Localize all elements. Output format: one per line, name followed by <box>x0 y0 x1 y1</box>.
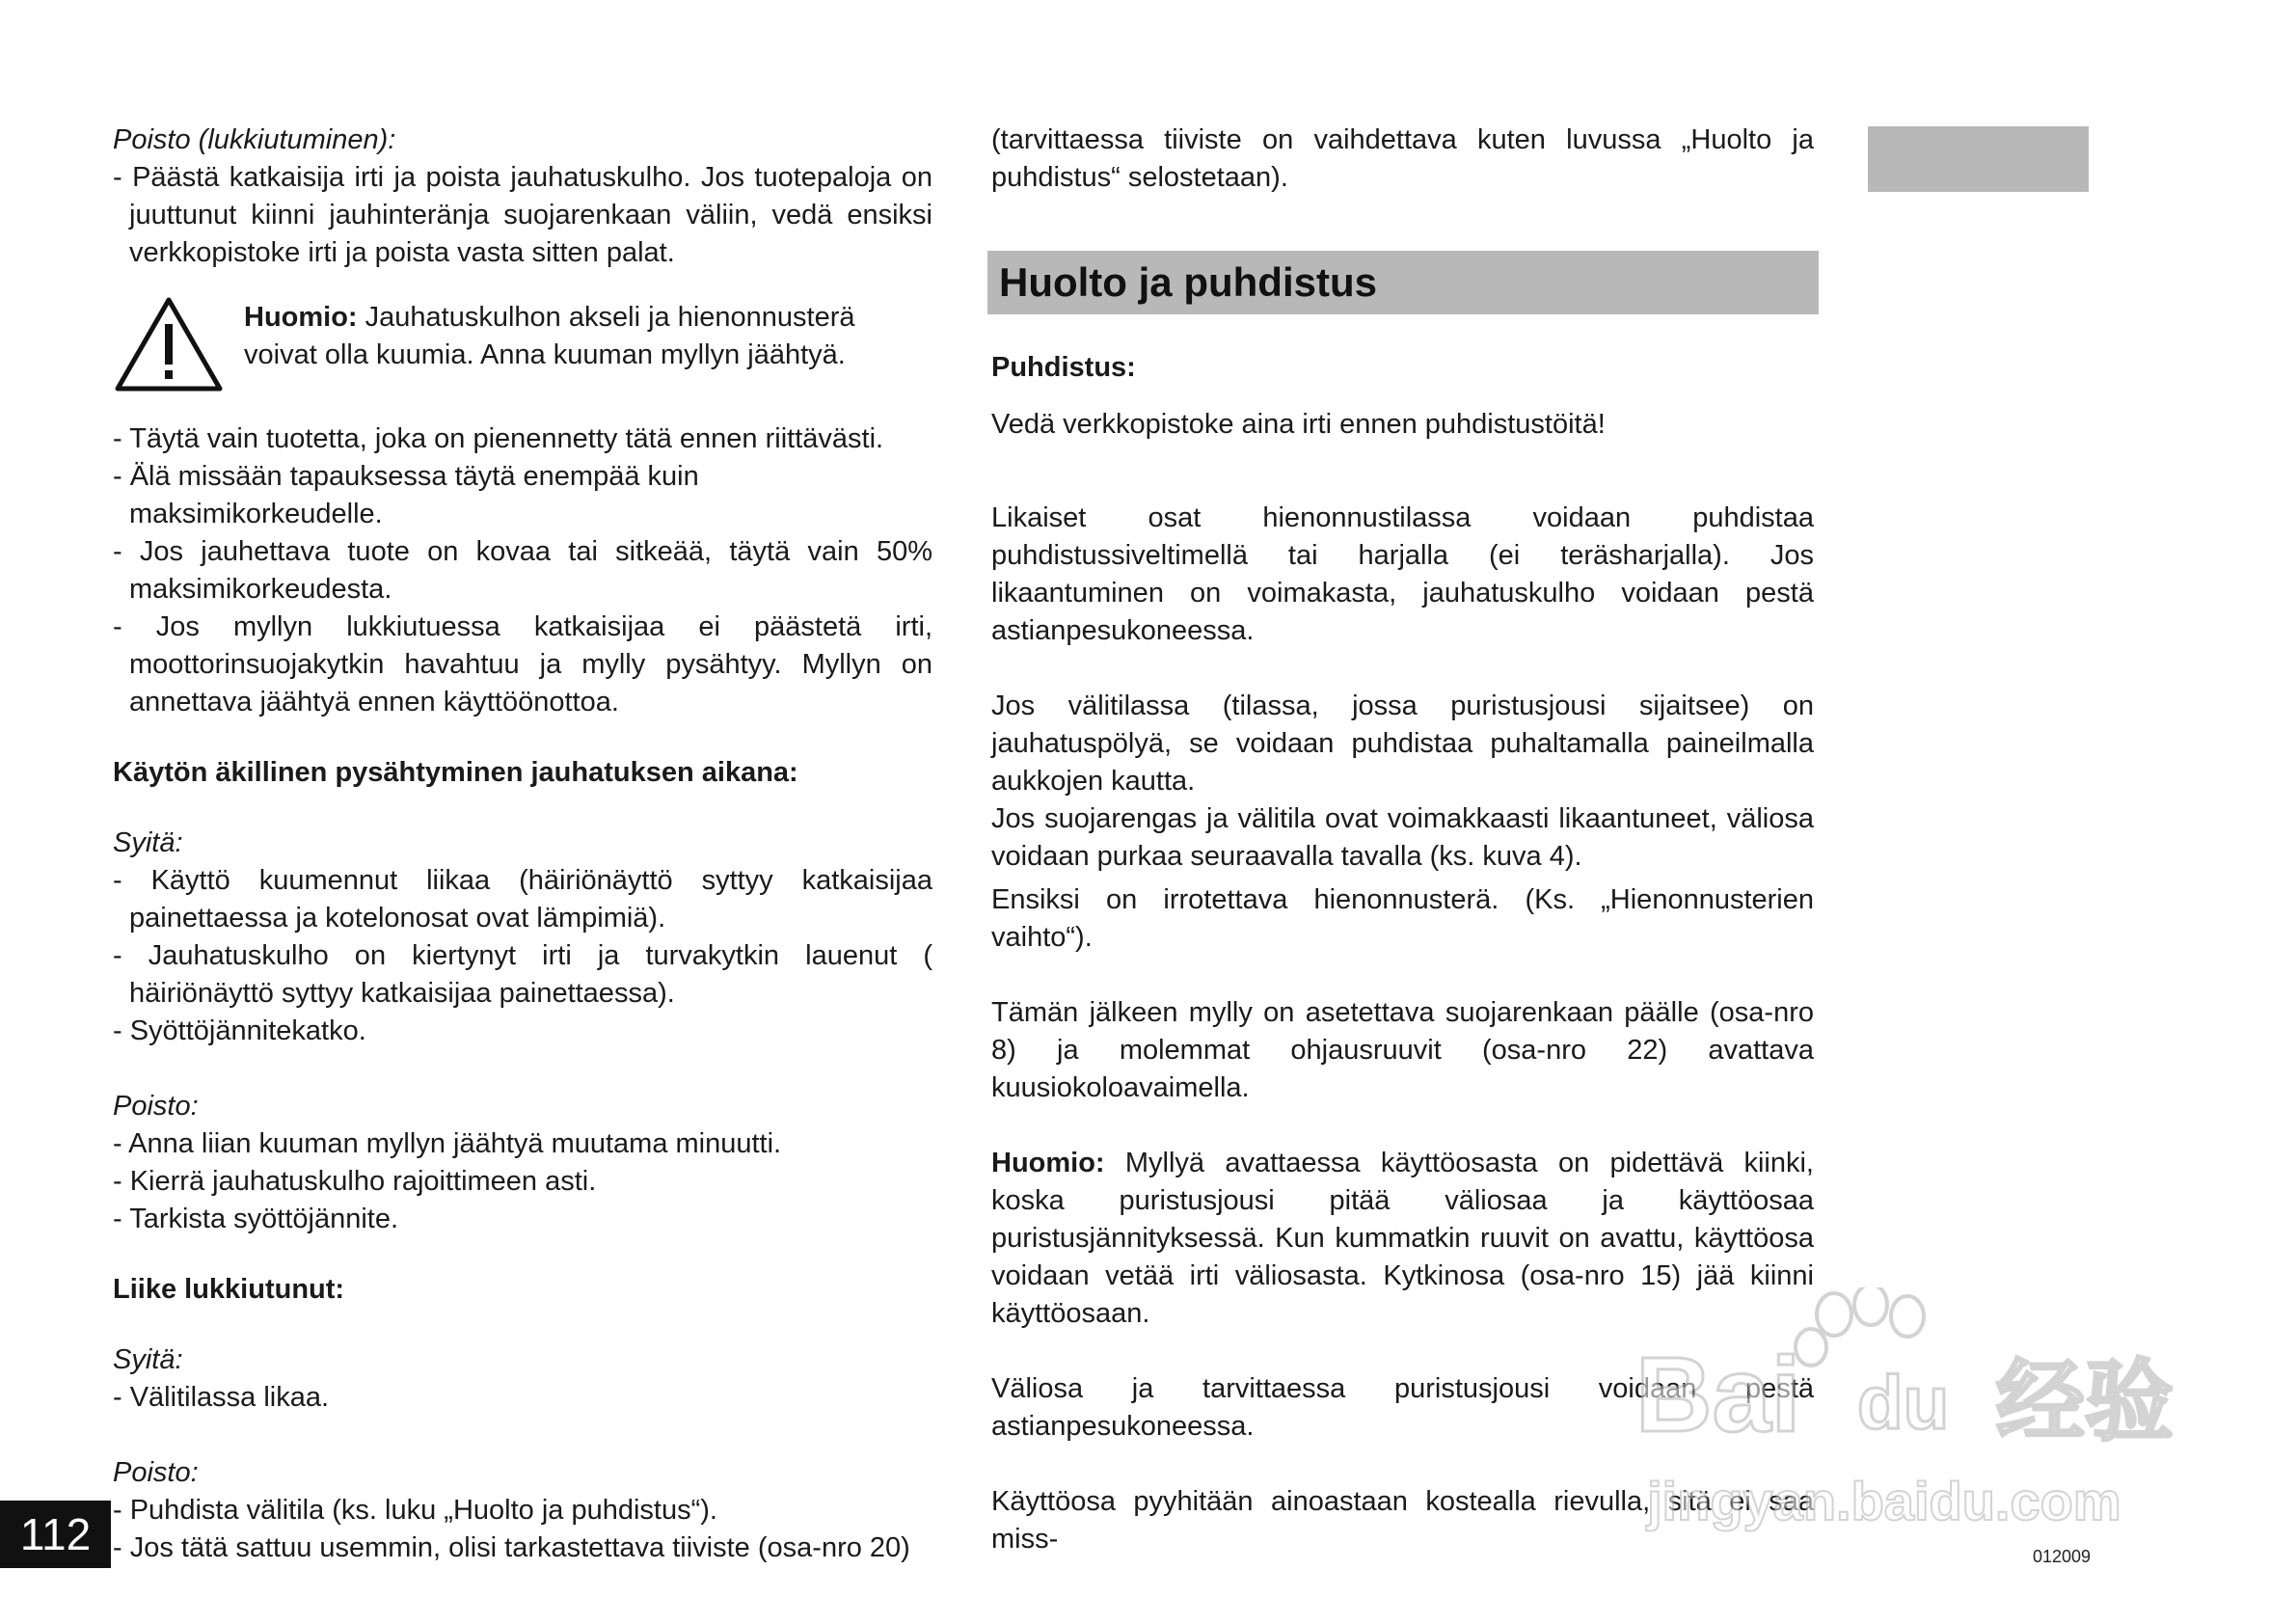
warning-note <box>113 299 932 393</box>
removal-label: Poisto: <box>113 1457 199 1488</box>
list-item: - Välitilassa likaa. <box>113 1382 330 1413</box>
continued-paragraph: (tarvittaessa tiiviste on vaihdettava kuten luvussa „Huolto ja puhdistus“ selostetaan). <box>991 124 1814 193</box>
warning-text <box>244 299 932 374</box>
watermark-brand-cn: 经验 <box>1996 1353 2174 1451</box>
watermark-url: jingyan.baidu.com <box>1647 1471 2121 1531</box>
section-title: Huolto ja puhdistus <box>987 251 1819 314</box>
watermark-brand: Bai <box>1635 1336 1801 1454</box>
sudden-stop-heading: Käytön äkillinen pysähtyminen jauhatuksen aikana: <box>113 757 798 788</box>
paragraph: Tämän jälkeen mylly on asetettava suojarenkaan päälle (osa-nro 8) ja molemmat ohjausruuvit (osa-nro 22) avattava kuusiokoloavaimella. <box>991 997 1814 1103</box>
left-column <box>113 122 932 1567</box>
note-body: Myllyä avattaessa käyttöosasta on pidettävä kiinki, koska puristusjousi pitää väliosaa ja käyttöosaa puristusjännityksessä. Kun kummatkin ruuvit on avattu, käyttöosa voidaan vetää irti väliosasta. Kytkinosa (osa-nro 15) jää kiinni käyttöosaan. <box>991 1148 1814 1329</box>
list-item: - Jos tätä sattuu usemmin, olisi tarkastettava tiiviste (osa-nro 20) <box>113 1532 910 1563</box>
document-code: 012009 <box>2033 1547 2092 1566</box>
list-item: - Jauhatuskulho on kiertynyt irti ja turvakytkin lauenut ( häiriönäyttö syttyy katkaisijaa painettaessa). <box>113 940 932 1009</box>
paragraph: Jos välitilassa (tilassa, jossa puristusjousi sijaitsee) on jauhatuspölyä, se voidaan puhdistaa puhaltamalla paineilmalla aukkojen kautta. <box>991 690 1814 797</box>
paragraph: Käyttöosa pyyhitään ainoastaan kostealla rievulla, sitä ei saa miss- <box>991 1486 1814 1555</box>
warning-body: Jauhatuskulhon akseli ja hienonnusterä voivat olla kuumia. Anna kuuman myllyn jäähtyä. <box>244 302 855 370</box>
page-number: 112 <box>0 1501 111 1568</box>
paragraph: Jos suojarengas ja välitila ovat voimakkaasti likaantuneet, väliosa voidaan purkaa seuraavalla tavalla (ks. kuva 4). <box>991 803 1814 872</box>
list-item: - Päästä katkaisija irti ja poista jauhatuskulho. Jos tuotepaloja on juuttunut kiinni jauhinteränja suojarenkaan väliin, vedä ensiksi verkkopistoke irti ja poista vasta sitten palat. <box>113 162 932 268</box>
note-label: Huomio: <box>991 1148 1105 1178</box>
watermark <box>1630 1287 2189 1538</box>
causes-label: Syitä: <box>113 1344 183 1375</box>
list-item: - Jos myllyn lukkiutuessa katkaisijaa ei päästetä irti, moottorinsuojakytkin havahtuu ja mylly pysähtyy. Myllyn on annettava jäähtyä ennen käyttöönottoa. <box>113 611 932 717</box>
list-item: - Älä missään tapauksessa täytä enempää kuin maksimikorkeudelle. <box>113 461 699 529</box>
list-item: - Käyttö kuumennut liikaa (häiriönäyttö syttyy katkaisijaa painettaessa ja kotelonosat ovat lämpimiä). <box>113 865 932 934</box>
unplug-warning: Vedä verkkopistoke aina irti ennen puhdistustöitä! <box>991 409 1606 440</box>
list-item: - Täytä vain tuotetta, joka on pienennetty tätä ennen riittävästi. <box>113 423 884 454</box>
list-item: - Tarkista syöttöjännite. <box>113 1204 399 1234</box>
paragraph: Likaiset osat hienonnustilassa voidaan puhdistaa puhdistussiveltimellä tai harjalla (ei teräsharjalla). Jos likaantuminen on voimakasta, jauhatuskulho voidaan pestä astianpesukoneessa. <box>991 502 1814 646</box>
cleaning-heading: Puhdistus: <box>991 352 1136 383</box>
chapter-tab <box>1868 126 2089 192</box>
list-item: - Anna liian kuuman myllyn jäähtyä muutama minuutti. <box>113 1128 782 1159</box>
warning-label: Huomio: <box>244 302 358 333</box>
watermark-brand-du: du <box>1857 1360 1950 1445</box>
causes-label: Syitä: <box>113 827 183 858</box>
list-item: - Kierrä jauhatuskulho rajoittimeen asti. <box>113 1166 597 1197</box>
list-item: - Puhdista välitila (ks. luku „Huolto ja puhdistus“). <box>113 1495 717 1526</box>
locked-heading: Liike lukkiutunut: <box>113 1274 345 1305</box>
removal-lock-heading: Poisto (lukkiutuminen): <box>113 124 396 155</box>
paragraph: Ensiksi on irrotettava hienonnusterä. (Ks. „Hienonnusterien vaihto“). <box>991 884 1814 953</box>
warning-triangle-icon <box>113 295 225 393</box>
list-item: - Jos jauhettava tuote on kovaa tai sitkeää, täytä vain 50% maksimikorkeudesta. <box>113 536 932 605</box>
removal-label: Poisto: <box>113 1091 199 1122</box>
list-item: - Syöttöjännitekatko. <box>113 1015 366 1046</box>
paragraph: Väliosa ja tarvittaessa puristusjousi voidaan pestä astianpesukoneessa. <box>991 1373 1814 1442</box>
